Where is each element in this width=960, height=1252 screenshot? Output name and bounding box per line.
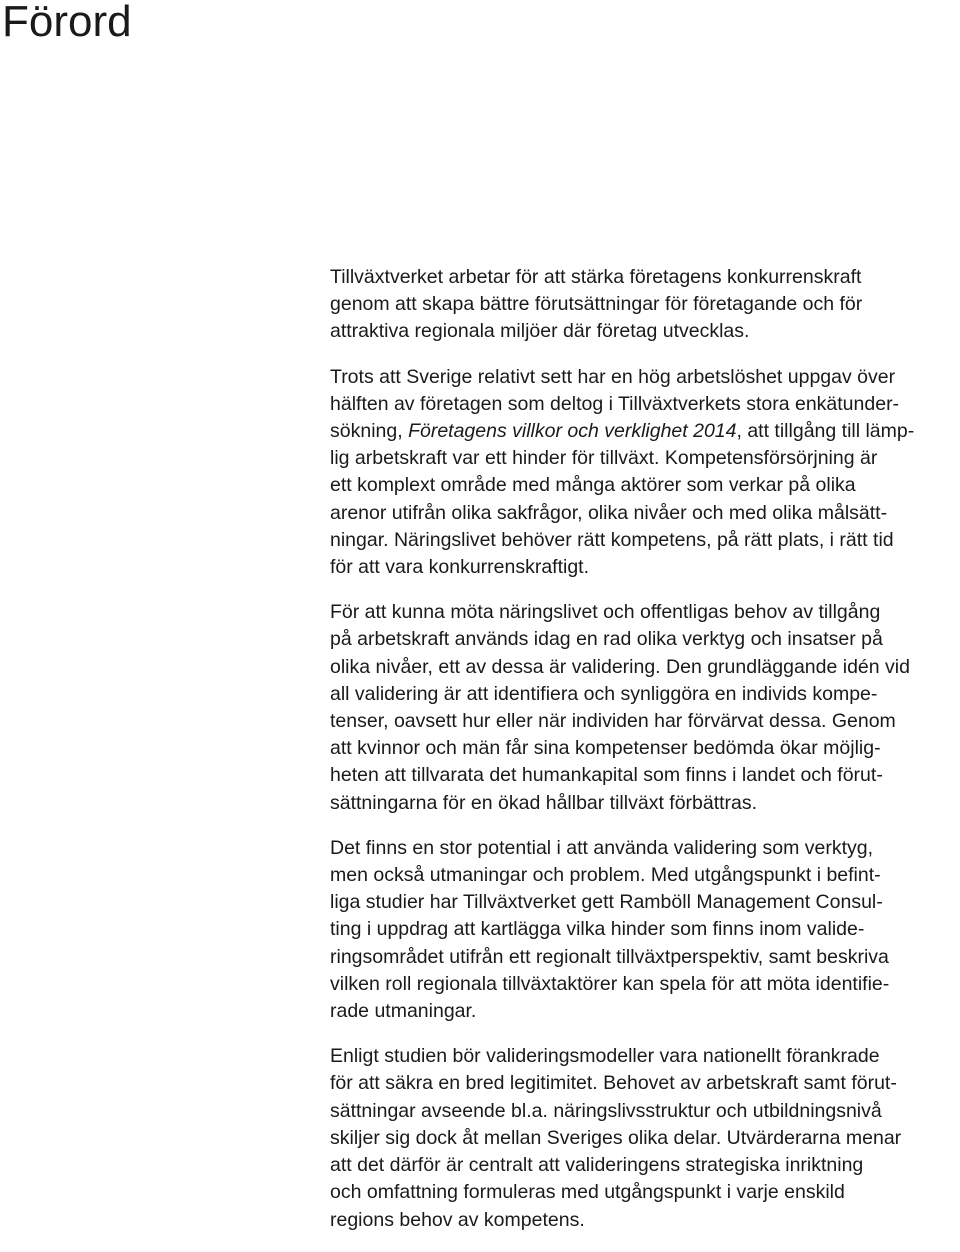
text-line: sökning, Företagens villkor och verklighet 2014, att tillgång till lämp- [330, 420, 915, 443]
text-line: att det därför är centralt att valideringens strategiska inriktning [330, 1154, 864, 1177]
report-title-italic: Företagens villkor och verklighet 2014 [408, 420, 737, 443]
paragraph-validation [330, 599, 958, 817]
text-line: för att säkra en bred legitimitet. Behovet av arbetskraft samt förut- [330, 1072, 897, 1095]
text-line: men också utmaningar och problem. Med utgångspunkt i befint- [330, 864, 881, 887]
text-line: hälften av företagen som deltog i Tillväxtverkets stora enkätunder- [330, 392, 900, 415]
text-line: Enligt studien bör valideringsmodeller vara nationellt förankrade [330, 1045, 880, 1068]
paragraph-labour-supply [330, 364, 958, 582]
text-line: olika nivåer, ett av dessa är validering. Den grundläggande idén vid [330, 655, 910, 678]
text-line: genom att skapa bättre förutsättningar för företagande och för [330, 293, 863, 316]
text-line: Tillväxtverket arbetar för att stärka företagens konkurrenskraft [330, 266, 862, 288]
text-line: regions behov av kompetens. [330, 1208, 585, 1231]
text-line: på arbetskraft används idag en rad olika verktyg och insatser på [330, 628, 883, 651]
text-line: vilken roll regionala tillväxtaktörer kan spela för att möta identifie- [330, 972, 890, 995]
text-line: all validering är att identifiera och synliggöra en individs kompe- [330, 682, 878, 705]
text-line: ett komplext område med många aktörer som verkar på olika [330, 474, 856, 497]
text-line: liga studier har Tillväxtverket gett Ramböll Management Consul- [330, 891, 883, 914]
text-line: heten att tillvarata det humankapital som finns i landet och förut- [330, 764, 883, 787]
text-line: ringsområdet utifrån ett regionalt tillväxtperspektiv, samt beskriva [330, 945, 889, 968]
text-line: att kvinnor och män får sina kompetenser bedömda ökar möjlig- [330, 737, 881, 760]
body-text [330, 264, 958, 1252]
text-line: skiljer sig dock åt mellan Sveriges olika delar. Utvärderarna menar [330, 1126, 902, 1149]
paragraph-study-assignment [330, 835, 958, 1025]
text-line: För att kunna möta näringslivet och offentligas behov av tillgång [330, 601, 881, 624]
text-line: sättningar avseende bl.a. näringslivsstruktur och utbildningsnivå [330, 1099, 882, 1122]
text-line: för att vara konkurrenskraftigt. [330, 556, 590, 579]
text-line: tenser, oavsett hur eller när individen har förvärvat dessa. Genom [330, 710, 896, 733]
page-title: Förord [2, 0, 132, 46]
text-line: Det finns en stor potential i att använda validering som verktyg, [330, 836, 874, 859]
text-line: rade utmaningar. [330, 1000, 477, 1023]
paragraph-study-conclusion [330, 1043, 958, 1233]
text-line: Trots att Sverige relativt sett har en hög arbetslöshet uppgav över [330, 365, 896, 388]
text-line: arenor utifrån olika sakfrågor, olika nivåer och med olika målsätt- [330, 501, 888, 524]
text-line: och omfattning formuleras med utgångspunkt i varje enskild [330, 1181, 845, 1204]
text-line: ting i uppdrag att kartlägga vilka hinder som finns inom valide- [330, 918, 865, 941]
paragraph-intro [330, 264, 958, 346]
text-line: ningar. Näringslivet behöver rätt kompetens, på rätt plats, i rätt tid [330, 528, 894, 551]
text-line: attraktiva regionala miljöer där företag utvecklas. [330, 320, 750, 343]
text-line: lig arbetskraft var ett hinder för tillväxt. Kompetensförsörjning är [330, 447, 878, 470]
text-line: sättningarna för en ökad hållbar tillväxt förbättras. [330, 791, 758, 814]
